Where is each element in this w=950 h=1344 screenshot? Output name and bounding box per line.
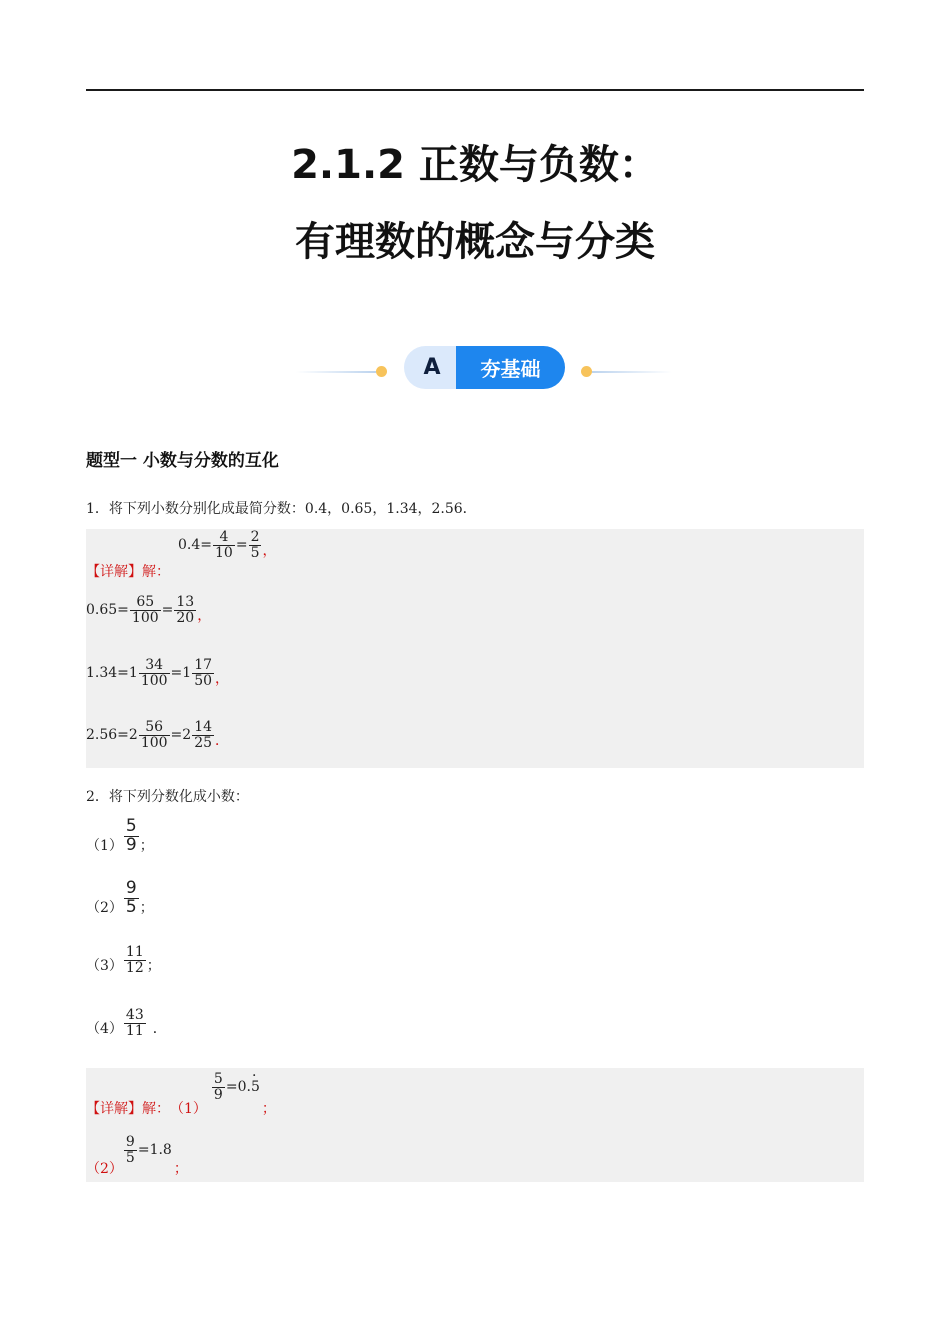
answer-box-2 (86, 1068, 864, 1182)
whole-part: 2 (182, 727, 192, 744)
whole-part: 1 (182, 665, 192, 682)
fraction-denominator: 5 (250, 544, 260, 561)
section-title: 题型一 小数与分数的互化 (86, 451, 279, 471)
fraction-denominator: 12 (125, 959, 144, 976)
answer-1-row (86, 595, 211, 625)
banner-right-dot (581, 366, 592, 377)
fraction-numerator: 4 (219, 528, 229, 545)
fraction-numerator: 56 (145, 719, 164, 735)
question-2-item (86, 880, 154, 917)
answer-label: （1） (170, 1101, 207, 1117)
fraction-denominator: 10 (215, 544, 233, 561)
fraction-numerator: 17 (194, 657, 213, 673)
fraction-denominator: 50 (194, 672, 213, 689)
fraction-numerator: 9 (125, 1133, 135, 1150)
fraction-numerator: 13 (176, 594, 195, 610)
item-label: （3） (86, 958, 123, 975)
answer-1-row (86, 529, 276, 583)
answer-tag: 【详解】解： (86, 564, 170, 580)
equals-sign: = (161, 602, 174, 619)
fraction-denominator: 20 (176, 609, 195, 626)
item-end: ； (139, 899, 154, 916)
banner-title-badge: 夯基础 (456, 346, 565, 389)
banner-right-line (592, 371, 672, 373)
fraction-denominator: 5 (125, 896, 137, 917)
fraction-denominator: 9 (213, 1086, 223, 1103)
fraction-numerator: 5 (125, 816, 137, 836)
answer-value: =0. (225, 1079, 251, 1095)
item-end: ； (146, 958, 161, 975)
row-end-mark: ， (197, 608, 212, 625)
question-2-item (86, 1008, 167, 1038)
answer-1-row (86, 720, 229, 750)
header-rule (86, 89, 864, 91)
fraction-denominator: 100 (140, 734, 168, 751)
answer-1-left: 0.65= (86, 602, 129, 619)
answer-2-row-2 (86, 1132, 188, 1178)
equals-sign: = (170, 665, 183, 682)
equals-sign: = (235, 537, 248, 553)
answer-tag: 【详解】解： (86, 1101, 170, 1117)
fraction-denominator: 25 (194, 734, 213, 751)
banner-left-line (296, 371, 376, 373)
answer-1-left: 1.34=1 (86, 665, 138, 682)
fraction-numerator: 65 (136, 594, 155, 610)
banner-letter-badge: A (404, 346, 460, 389)
answer-2-row-1 (86, 1072, 276, 1118)
row-end-mark: ； (173, 1161, 188, 1177)
question-2-item (86, 818, 154, 855)
item-label: （4） (86, 1021, 123, 1038)
fraction-numerator: 9 (125, 878, 137, 898)
answer-label: （2） (86, 1161, 123, 1177)
repeating-digit: · 5 (251, 1079, 260, 1095)
page-title-line-2: 有理数的概念与分类 (295, 219, 655, 265)
question-2-text: 2．将下列分数化成小数： (86, 789, 249, 805)
row-end-mark: ， (215, 671, 230, 688)
answer-value: =1.8 (137, 1142, 172, 1158)
fraction-denominator: 11 (125, 1022, 144, 1039)
question-2-item (86, 945, 161, 975)
answer-1-row (86, 658, 229, 688)
answer-box-1 (86, 529, 864, 768)
fraction-denominator: 100 (131, 609, 159, 626)
item-label: （2） (86, 899, 123, 916)
row-end-mark: ． (215, 733, 230, 750)
answer-1-left: 2.56=2 (86, 727, 138, 744)
row-end-mark: ； (261, 1101, 276, 1117)
item-end: ． (152, 1021, 167, 1038)
row-end-mark: ， (262, 543, 277, 560)
fraction-denominator: 9 (125, 834, 137, 855)
fraction-denominator: 100 (140, 672, 168, 689)
fraction-numerator: 11 (125, 944, 144, 960)
question-1-text: 1．将下列小数分别化成最简分数：0.4，0.65，1.34，2.56． (86, 501, 477, 517)
answer-1-left: 0.4= (178, 537, 212, 553)
item-label: （1） (86, 837, 123, 854)
page-title-line-1: 2.1.2 正数与负数： (291, 142, 659, 188)
fraction-numerator: 34 (145, 657, 164, 673)
banner-left-dot (376, 366, 387, 377)
fraction-denominator: 5 (125, 1149, 135, 1166)
item-end: ； (139, 837, 154, 854)
equals-sign: = (170, 727, 183, 744)
fraction-numerator: 14 (194, 719, 213, 735)
fraction-numerator: 5 (213, 1070, 223, 1087)
fraction-numerator: 43 (125, 1007, 144, 1023)
fraction-numerator: 2 (250, 528, 260, 545)
